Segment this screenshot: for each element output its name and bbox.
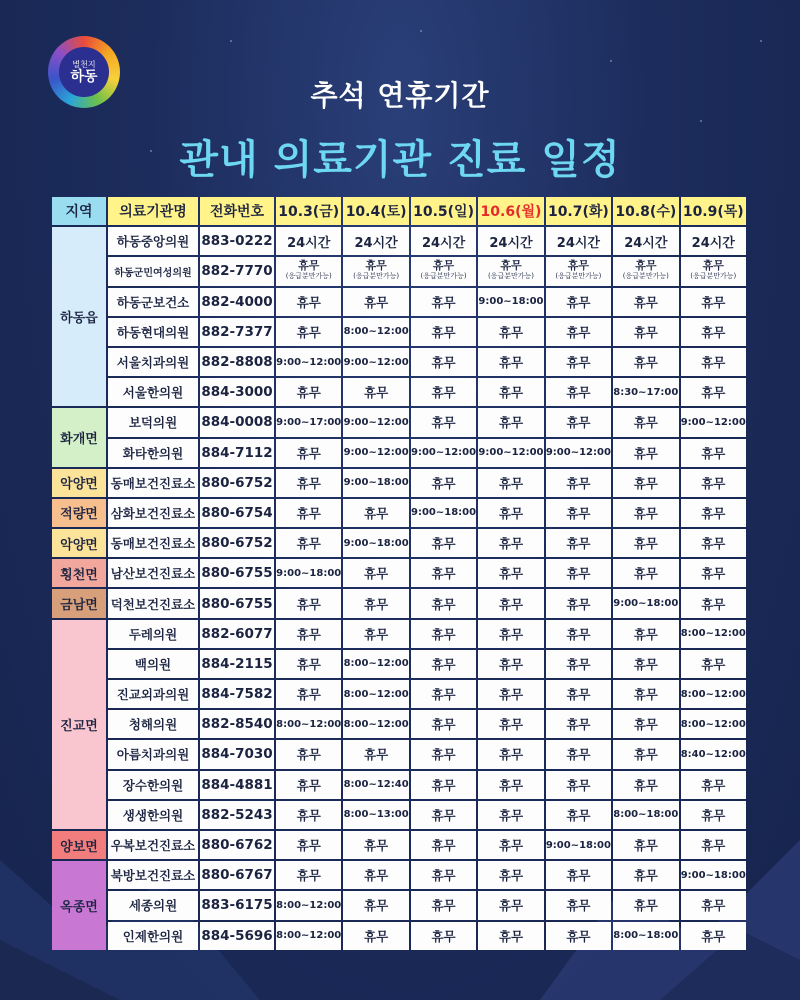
schedule-cell: 휴무	[276, 589, 341, 617]
schedule-cell: 휴무	[546, 710, 611, 738]
schedule-cell: 휴무	[276, 680, 341, 708]
facility-name: 덕천보건진료소	[108, 589, 198, 617]
schedule-cell: 휴무	[681, 378, 746, 406]
schedule-cell: 휴무	[613, 529, 678, 557]
facility-name: 하동군민여성의원	[108, 257, 198, 285]
schedule-cell: 휴무	[613, 771, 678, 799]
schedule-cell: 휴무	[478, 771, 543, 799]
table-row	[52, 348, 746, 376]
schedule-cell: 휴무	[613, 740, 678, 768]
phone-number: 884-7582	[200, 680, 274, 708]
phone-number: 884-2115	[200, 650, 274, 678]
region-cell: 옥종면	[52, 861, 106, 950]
table-row	[52, 801, 746, 829]
schedule-cell: 8:00~12:40	[343, 771, 408, 799]
schedule-cell: 휴무	[411, 469, 476, 497]
schedule-cell: 휴무	[276, 650, 341, 678]
schedule-cell: 휴무	[411, 801, 476, 829]
schedule-cell: 휴무	[546, 589, 611, 617]
phone-number: 884-0008	[200, 408, 274, 436]
schedule-cell: 휴무	[681, 439, 746, 467]
facility-name: 두레의원	[108, 620, 198, 648]
schedule-cell: 휴무	[681, 650, 746, 678]
schedule-cell: 휴무	[478, 891, 543, 919]
table-row	[52, 650, 746, 678]
schedule-value: 휴무	[702, 259, 724, 273]
phone-number: 884-4881	[200, 771, 274, 799]
table-row	[52, 469, 746, 497]
schedule-cell: 휴무	[411, 922, 476, 950]
schedule-cell: 휴무	[411, 710, 476, 738]
phone-number: 882-7377	[200, 318, 274, 346]
table-row	[52, 257, 746, 285]
table-row	[52, 891, 746, 919]
schedule-cell: 휴무	[478, 408, 543, 436]
schedule-cell: 휴무	[478, 529, 543, 557]
schedule-cell: 휴무	[546, 740, 611, 768]
schedule-cell: 휴무	[411, 680, 476, 708]
schedule-cell: 휴무	[613, 680, 678, 708]
schedule-cell: 휴무	[613, 288, 678, 316]
schedule-cell: 8:00~12:00	[681, 710, 746, 738]
schedule-cell: 휴무	[478, 589, 543, 617]
schedule-cell: 9:00~12:00	[343, 439, 408, 467]
table-row	[52, 861, 746, 889]
schedule-cell: 24시간	[276, 227, 341, 255]
schedule-cell: 휴무	[411, 318, 476, 346]
schedule-cell: 휴무	[478, 861, 543, 889]
schedule-cell	[681, 257, 746, 285]
region-cell: 진교면	[52, 620, 106, 829]
schedule-cell: 8:30~17:00	[613, 378, 678, 406]
schedule-cell: 휴무	[681, 559, 746, 587]
schedule-cell: 휴무	[546, 469, 611, 497]
table-row	[52, 378, 746, 406]
schedule-cell: 휴무	[546, 559, 611, 587]
schedule-cell: 휴무	[343, 740, 408, 768]
schedule-cell: 휴무	[681, 318, 746, 346]
schedule-cell: 휴무	[276, 318, 341, 346]
phone-number: 880-6767	[200, 861, 274, 889]
schedule-cell: 휴무	[411, 589, 476, 617]
phone-number: 882-8808	[200, 348, 274, 376]
schedule-cell: 휴무	[343, 499, 408, 527]
schedule-cell: 8:00~12:00	[681, 680, 746, 708]
phone-number: 882-6077	[200, 620, 274, 648]
schedule-cell: 9:00~18:00	[546, 831, 611, 859]
logo-big-text: 하동	[70, 68, 98, 85]
schedule-cell: 휴무	[276, 831, 341, 859]
schedule-value: 휴무	[500, 259, 522, 273]
schedule-cell: 휴무	[613, 620, 678, 648]
schedule-cell: 휴무	[478, 650, 543, 678]
schedule-cell: 휴무	[343, 891, 408, 919]
schedule-cell: 휴무	[478, 831, 543, 859]
schedule-cell: 휴무	[613, 559, 678, 587]
phone-number: 880-6762	[200, 831, 274, 859]
facility-name: 화타한의원	[108, 439, 198, 467]
schedule-cell: 휴무	[411, 861, 476, 889]
schedule-cell: 8:00~13:00	[343, 801, 408, 829]
facility-name: 서울치과의원	[108, 348, 198, 376]
schedule-cell: 휴무	[411, 559, 476, 587]
phone-number: 884-7112	[200, 439, 274, 467]
header-row	[52, 197, 746, 225]
table-row	[52, 680, 746, 708]
schedule-note: (응급분만가능)	[555, 272, 602, 281]
schedule-cell: 휴무	[478, 710, 543, 738]
schedule-cell: 8:00~12:00	[343, 650, 408, 678]
region-cell: 악양면	[52, 529, 106, 557]
header-phone: 전화번호	[200, 197, 274, 225]
phone-number: 884-7030	[200, 740, 274, 768]
schedule-cell: 휴무	[681, 469, 746, 497]
schedule-cell	[411, 257, 476, 285]
schedule-cell: 휴무	[411, 620, 476, 648]
schedule-cell: 휴무	[681, 922, 746, 950]
schedule-cell: 휴무	[681, 348, 746, 376]
facility-name: 동매보건진료소	[108, 469, 198, 497]
schedule-cell: 휴무	[478, 801, 543, 829]
schedule-cell: 휴무	[276, 740, 341, 768]
schedule-cell: 8:00~12:00	[276, 710, 341, 738]
schedule-cell: 휴무	[546, 922, 611, 950]
schedule-cell: 9:00~18:00	[343, 469, 408, 497]
schedule-cell: 휴무	[478, 348, 543, 376]
phone-number: 883-0222	[200, 227, 274, 255]
schedule-cell: 휴무	[546, 348, 611, 376]
table-row	[52, 589, 746, 617]
phone-number: 884-3000	[200, 378, 274, 406]
schedule-cell: 휴무	[546, 771, 611, 799]
schedule-cell: 휴무	[411, 771, 476, 799]
schedule-cell: 휴무	[276, 771, 341, 799]
schedule-cell: 휴무	[681, 801, 746, 829]
schedule-value: 휴무	[365, 259, 387, 273]
schedule-cell: 휴무	[613, 348, 678, 376]
schedule-cell	[546, 257, 611, 285]
phone-number: 882-7770	[200, 257, 274, 285]
header-region: 지역	[52, 197, 106, 225]
facility-name: 삼화보건진료소	[108, 499, 198, 527]
phone-number: 884-5696	[200, 922, 274, 950]
table-row	[52, 499, 746, 527]
facility-name: 진교외과의원	[108, 680, 198, 708]
schedule-cell: 8:00~18:00	[613, 922, 678, 950]
phone-number: 880-6752	[200, 529, 274, 557]
schedule-cell: 휴무	[478, 922, 543, 950]
schedule-cell: 휴무	[411, 288, 476, 316]
schedule-note: (응급분만가능)	[622, 272, 669, 281]
schedule-cell: 휴무	[681, 831, 746, 859]
region-cell: 적량면	[52, 499, 106, 527]
schedule-cell: 휴무	[546, 801, 611, 829]
schedule-cell: 9:00~12:00	[411, 439, 476, 467]
phone-number: 882-4000	[200, 288, 274, 316]
region-cell: 횡천면	[52, 559, 106, 587]
schedule-cell: 휴무	[478, 680, 543, 708]
table-row	[52, 620, 746, 648]
schedule-cell: 9:00~18:00	[478, 288, 543, 316]
facility-name: 인제한의원	[108, 922, 198, 950]
schedule-cell: 9:00~18:00	[276, 559, 341, 587]
region-cell: 악양면	[52, 469, 106, 497]
schedule-cell: 휴무	[613, 861, 678, 889]
table-row	[52, 318, 746, 346]
region-cell: 양보면	[52, 831, 106, 859]
schedule-cell: 8:00~12:00	[681, 620, 746, 648]
facility-name: 서울한의원	[108, 378, 198, 406]
schedule-value: 휴무	[432, 259, 455, 273]
header-date: 10.5(일)	[411, 197, 476, 225]
schedule-note: (응급분만가능)	[690, 272, 737, 281]
phone-number: 882-5243	[200, 801, 274, 829]
phone-number: 882-8540	[200, 710, 274, 738]
schedule-value: 휴무	[298, 259, 320, 273]
facility-name: 하동현대의원	[108, 318, 198, 346]
table-row	[52, 439, 746, 467]
schedule-cell: 휴무	[681, 499, 746, 527]
schedule-cell: 24시간	[343, 227, 408, 255]
region-cell: 하동읍	[52, 227, 106, 406]
region-cell: 금남면	[52, 589, 106, 617]
schedule-cell: 휴무	[546, 891, 611, 919]
schedule-cell: 휴무	[681, 288, 746, 316]
schedule-cell: 휴무	[478, 559, 543, 587]
schedule-cell: 휴무	[343, 620, 408, 648]
schedule-cell: 9:00~12:00	[343, 408, 408, 436]
schedule-cell: 휴무	[276, 801, 341, 829]
schedule-cell: 휴무	[546, 680, 611, 708]
schedule-cell	[613, 257, 678, 285]
facility-name: 우복보건진료소	[108, 831, 198, 859]
schedule-cell: 휴무	[613, 439, 678, 467]
facility-name: 북방보건진료소	[108, 861, 198, 889]
schedule-cell: 휴무	[478, 378, 543, 406]
table-row	[52, 831, 746, 859]
schedule-cell: 휴무	[411, 348, 476, 376]
schedule-cell: 휴무	[478, 318, 543, 346]
schedule-cell: 휴무	[276, 288, 341, 316]
schedule-cell: 휴무	[681, 529, 746, 557]
schedule-cell: 9:00~12:00	[681, 408, 746, 436]
schedule-cell: 휴무	[613, 891, 678, 919]
facility-name: 하동중앙의원	[108, 227, 198, 255]
schedule-cell: 8:00~12:00	[343, 680, 408, 708]
phone-number: 880-6755	[200, 559, 274, 587]
schedule-cell: 휴무	[613, 469, 678, 497]
schedule-cell: 휴무	[613, 499, 678, 527]
schedule-note: (응급분만가능)	[353, 272, 400, 281]
page-subtitle: 관내 의료기관 진료 일정	[179, 137, 621, 183]
logo-small-text: 별천지	[72, 59, 96, 69]
schedule-note: (응급분만가능)	[487, 272, 534, 281]
facility-name: 장수한의원	[108, 771, 198, 799]
schedule-cell: 휴무	[276, 469, 341, 497]
schedule-cell: 휴무	[613, 710, 678, 738]
schedule-cell: 9:00~12:00	[343, 348, 408, 376]
header-date: 10.7(화)	[546, 197, 611, 225]
facility-name: 하동군보건소	[108, 288, 198, 316]
table-row	[52, 710, 746, 738]
schedule-cell: 9:00~12:00	[478, 439, 543, 467]
schedule-cell: 24시간	[411, 227, 476, 255]
table-row	[52, 227, 746, 255]
schedule-cell: 휴무	[343, 378, 408, 406]
schedule-cell: 휴무	[411, 408, 476, 436]
schedule-cell: 휴무	[276, 861, 341, 889]
schedule-cell: 휴무	[681, 891, 746, 919]
schedule-cell: 9:00~12:00	[276, 348, 341, 376]
schedule-cell: 9:00~18:00	[411, 499, 476, 527]
facility-name: 아름치과의원	[108, 740, 198, 768]
schedule-cell: 휴무	[478, 499, 543, 527]
header-date: 10.3(금)	[276, 197, 341, 225]
schedule-cell: 휴무	[343, 861, 408, 889]
schedule-note: (응급분만가능)	[420, 272, 467, 281]
schedule-cell: 9:00~18:00	[343, 529, 408, 557]
schedule-cell: 휴무	[613, 831, 678, 859]
schedule-note: (응급분만가능)	[285, 272, 332, 281]
table-row	[52, 288, 746, 316]
schedule-cell: 휴무	[613, 318, 678, 346]
facility-name: 생생한의원	[108, 801, 198, 829]
schedule-cell: 휴무	[546, 650, 611, 678]
table-row	[52, 559, 746, 587]
schedule-cell: 휴무	[343, 288, 408, 316]
facility-name: 남산보건진료소	[108, 559, 198, 587]
schedule-cell: 휴무	[478, 740, 543, 768]
schedule-cell: 휴무	[343, 589, 408, 617]
star-decoration	[420, 30, 422, 32]
facility-name: 백의원	[108, 650, 198, 678]
header-date: 10.8(수)	[613, 197, 678, 225]
schedule-cell	[276, 257, 341, 285]
schedule-cell: 휴무	[546, 408, 611, 436]
star-decoration	[610, 60, 612, 62]
table-row	[52, 922, 746, 950]
header-date: 10.4(토)	[343, 197, 408, 225]
schedule-cell: 휴무	[411, 891, 476, 919]
schedule-cell: 24시간	[546, 227, 611, 255]
schedule-cell: 휴무	[276, 620, 341, 648]
schedule-cell: 휴무	[613, 650, 678, 678]
phone-number: 880-6754	[200, 499, 274, 527]
schedule-cell: 24시간	[681, 227, 746, 255]
schedule-cell: 휴무	[613, 408, 678, 436]
schedule-value: 휴무	[635, 259, 657, 273]
schedule-cell: 휴무	[276, 499, 341, 527]
header-date: 10.9(목)	[681, 197, 746, 225]
schedule-cell: 휴무	[478, 620, 543, 648]
schedule-cell: 휴무	[411, 650, 476, 678]
schedule-cell: 휴무	[546, 529, 611, 557]
schedule-cell: 휴무	[411, 831, 476, 859]
table-row	[52, 529, 746, 557]
schedule-cell: 휴무	[343, 831, 408, 859]
schedule-cell: 휴무	[546, 288, 611, 316]
page-title: 추석 연휴기간	[310, 79, 490, 112]
star-decoration	[230, 40, 232, 42]
schedule-cell: 휴무	[276, 529, 341, 557]
schedule-cell: 휴무	[681, 771, 746, 799]
schedule-cell: 휴무	[411, 529, 476, 557]
schedule-cell: 9:00~18:00	[681, 861, 746, 889]
facility-name: 세종의원	[108, 891, 198, 919]
schedule-cell: 8:00~12:00	[276, 922, 341, 950]
schedule-cell: 휴무	[411, 378, 476, 406]
schedule-cell	[478, 257, 543, 285]
header-name: 의료기관명	[108, 197, 198, 225]
table-row	[52, 771, 746, 799]
schedule-cell: 휴무	[478, 469, 543, 497]
schedule-cell: 휴무	[276, 378, 341, 406]
schedule-cell: 휴무	[546, 861, 611, 889]
phone-number: 883-6175	[200, 891, 274, 919]
schedule-cell: 휴무	[546, 499, 611, 527]
schedule-cell: 휴무	[546, 318, 611, 346]
schedule-cell	[343, 257, 408, 285]
schedule-cell: 24시간	[478, 227, 543, 255]
schedule-cell: 휴무	[276, 439, 341, 467]
schedule-table	[50, 195, 748, 952]
table-row	[52, 740, 746, 768]
header-date: 10.6(월)	[478, 197, 543, 225]
schedule-cell: 휴무	[681, 589, 746, 617]
schedule-cell: 24시간	[613, 227, 678, 255]
schedule-cell: 9:00~12:00	[546, 439, 611, 467]
facility-name: 청해의원	[108, 710, 198, 738]
schedule-cell: 8:00~12:00	[276, 891, 341, 919]
table-row	[52, 408, 746, 436]
schedule-cell: 휴무	[343, 559, 408, 587]
schedule-cell: 휴무	[546, 378, 611, 406]
schedule-cell: 8:00~12:00	[343, 710, 408, 738]
schedule-cell: 9:00~17:00	[276, 408, 341, 436]
phone-number: 880-6752	[200, 469, 274, 497]
schedule-cell: 휴무	[546, 620, 611, 648]
schedule-cell: 휴무	[343, 922, 408, 950]
facility-name: 동매보건진료소	[108, 529, 198, 557]
region-cell: 화개면	[52, 408, 106, 466]
schedule-cell: 8:00~12:00	[343, 318, 408, 346]
facility-name: 보덕의원	[108, 408, 198, 436]
schedule-cell: 8:00~18:00	[613, 801, 678, 829]
star-decoration	[760, 40, 762, 42]
schedule-cell: 9:00~18:00	[613, 589, 678, 617]
schedule-cell: 8:40~12:00	[681, 740, 746, 768]
schedule-cell: 휴무	[411, 740, 476, 768]
schedule-value: 휴무	[567, 259, 590, 273]
star-decoration	[700, 120, 702, 122]
phone-number: 880-6755	[200, 589, 274, 617]
